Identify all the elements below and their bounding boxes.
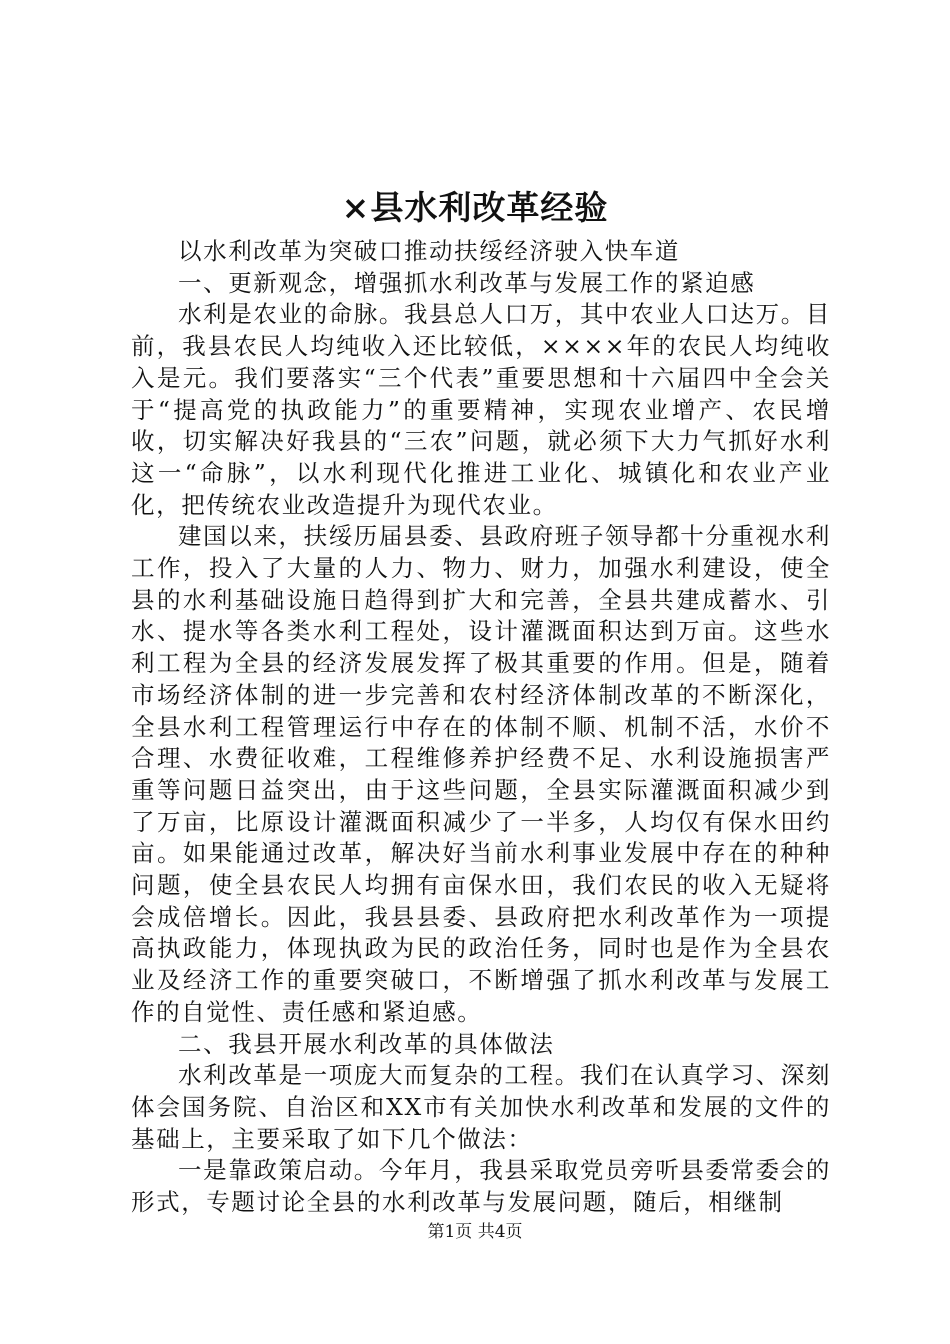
document-body — [131, 236, 831, 1219]
paragraph-section-heading-2: 二、我县开展水利改革的具体做法 — [178, 1029, 555, 1058]
paragraph: 一是靠政策启动。今年月，我县采取党员旁听县委常委会的形式，专题讨论全县的水利改革与发展问题，随后，相继制 — [131, 1156, 831, 1217]
paragraph-section-heading-1: 一、更新观念，增强抓水利改革与发展工作的紧迫感 — [178, 268, 756, 297]
page-footer: 第1页 共4页 — [427, 1222, 523, 1242]
paragraph-subtitle: 以水利改革为突破口推动扶绥经济驶入快车道 — [178, 237, 680, 265]
document-title: ×县水利改革经验 — [341, 188, 609, 227]
paragraph: 水利改革是一项庞大而复杂的工程。我们在认真学习、深刻体会国务院、自治区和XX市有关加快水利改革和发展的文件的基础上，主要采取了如下几个做法： — [131, 1061, 831, 1153]
paragraph: 水利是农业的命脉。我县总人口万，其中农业人口达万。目前，我县农民人均纯收入还比较低，××××年的农民人均纯收入是元。我们要落实“三个代表”重要思想和十六届四中全会关于“提高党的执政能力”的重要精神，实现农业增产、农民增收，切实解决好我县的“三农”问题，就必须下大力气抓好水利这一“命脉”，以水利现代化推进工业化、城镇化和农业产业化，把传统农业改造提升为现代农业。 — [131, 300, 831, 519]
paragraph: 建国以来，扶绥历届县委、县政府班子领导都十分重视水利工作，投入了大量的人力、物力、财力，加强水利建设，使全县的水利基础设施日趋得到扩大和完善，全县共建成蓄水、引水、提水等各类水利工程处，设计灌溉面积达到万亩。这些水利工程为全县的经济发展发挥了极其重要的作用。但是，随着市场经济体制的进一步完善和农村经济体制改革的不断深化，全县水利工程管理运行中存在的体制不顺、机制不活，水价不合理、水费征收难，工程维修养护经费不足、水利设施损害严重等问题日益突出，由于这些问题，全县实际灌溉面积减少到了万亩，比原设计灌溉面积减少了一半多，人均仅有保水田约亩。如果能通过改革，解决好当前水利事业发展中存在的种种问题，使全县农民人均拥有亩保水田，我们农民的收入无疑将会成倍增长。因此，我县县委、县政府把水利改革作为一项提高执政能力，体现执政为民的政治任务，同时也是作为全县农业及经济工作的重要突破口，不断增强了抓水利改革与发展工作的自觉性、责任感和紧迫感。 — [131, 522, 831, 1026]
